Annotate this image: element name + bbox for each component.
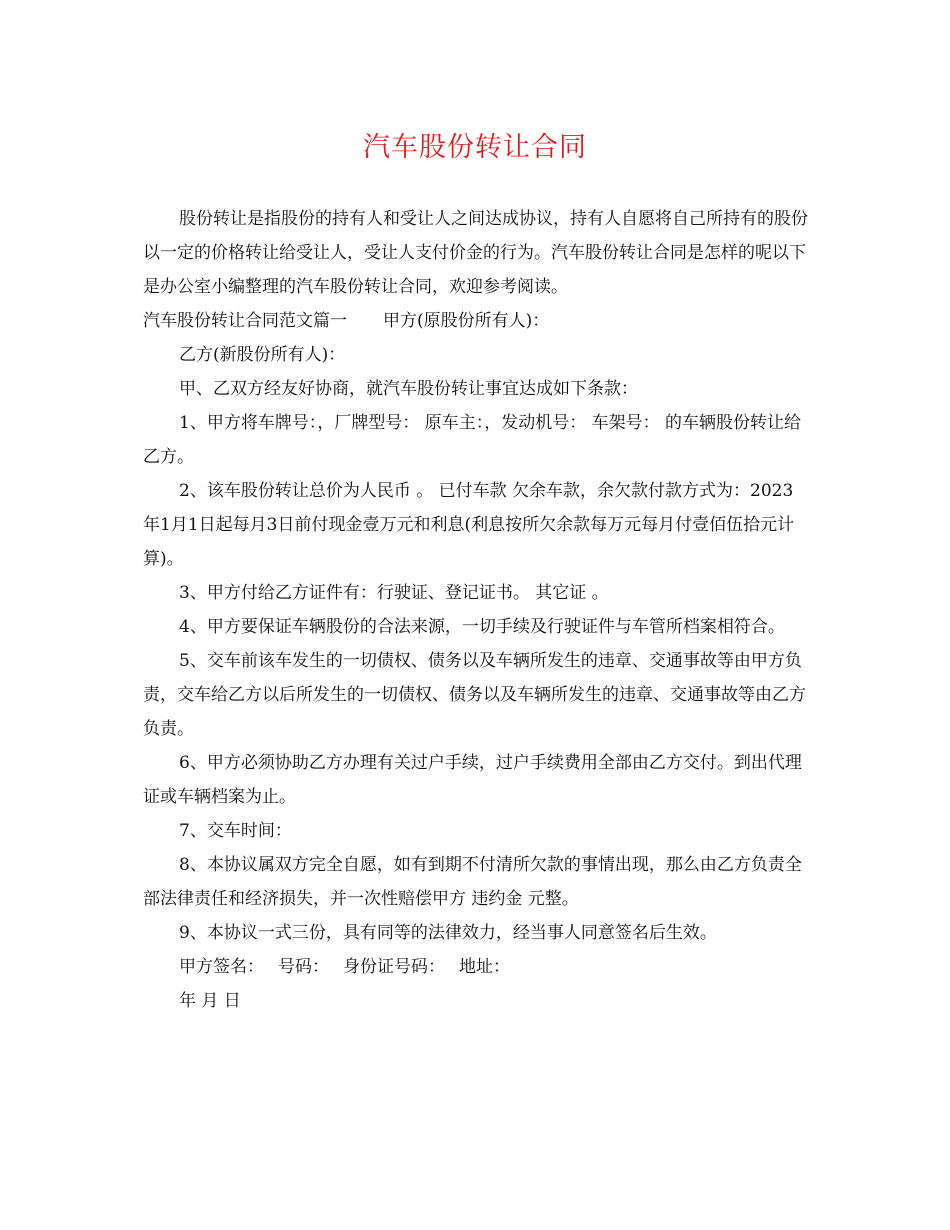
clause-9: 9、本协议一式三份，具有同等的法律效力，经当事人同意签名后生效。 <box>179 923 717 943</box>
clause-4: 4、甲方要保证车辆股份的合法来源，一切手续及行驶证件与车管所档案相符合。 <box>179 617 785 637</box>
sample-heading-row <box>143 304 809 338</box>
signature-line <box>143 950 809 984</box>
party-b-line: 乙方(新股份所有人)： <box>179 345 346 365</box>
clause-7: 7、交车时间： <box>179 821 292 841</box>
clause-5: 5、交车前该车发生的一切债权、债务以及车辆所发生的违章、交通事故等由甲方负责，交车给乙方以后所发生的一切债权、债务以及车辆所发生的违章、交通事故等由乙方负责。 <box>143 651 806 739</box>
id-label: 身份证号码： <box>343 957 445 977</box>
number-label: 号码： <box>278 957 329 977</box>
intro-paragraph: 股份转让是指股份的持有人和受让人之间达成协议，持有人自愿将自己所持有的股份以一定的价格转让给受让人，受让人支付价金的行为。汽车股份转让合同是怎样的呢以下是办公室小编整理的汽车股份转让合同，欢迎参考阅读。 <box>143 209 808 297</box>
agreement-lead: 甲、乙双方经友好协商，就汽车股份转让事宜达成如下条款： <box>179 379 638 399</box>
clause-2: 2、该车股份转让总价为人民币 。 已付车款 欠余车款，余欠款付款方式为：2023年1月1日起每月3日前付现金壹万元和利息(利息按所欠余款每万元每月付壹佰伍拾元计算)。 <box>143 481 795 569</box>
sample-heading: 汽车股份转让合同范文篇一 <box>143 311 347 331</box>
document-body <box>143 202 809 1018</box>
clause-1: 1、甲方将车牌号：，厂牌型号： 原车主：，发动机号： 车架号： 的车辆股份转让给乙方。 <box>143 413 802 467</box>
clause-8: 8、本协议属双方完全自愿，如有到期不付清所欠款的事情出现，那么由乙方负责全部法律责任和经济损失，并一次性赔偿甲方 违约金 元整。 <box>143 855 802 909</box>
date-line: 年 月 日 <box>179 991 241 1011</box>
clause-6: 6、甲方必须协助乙方办理有关过户手续，过户手续费用全部由乙方交付。到出代理证或车辆档案为止。 <box>143 753 802 807</box>
document-title: 汽车股份转让合同 <box>363 132 587 163</box>
clause-3: 3、甲方付给乙方证件有：行驶证、登记证书。 其它证 。 <box>179 583 609 603</box>
sign-label: 甲方签名： <box>179 957 264 977</box>
address-label: 地址： <box>459 957 510 977</box>
party-a-line: 甲方(原股份所有人)： <box>383 311 550 331</box>
